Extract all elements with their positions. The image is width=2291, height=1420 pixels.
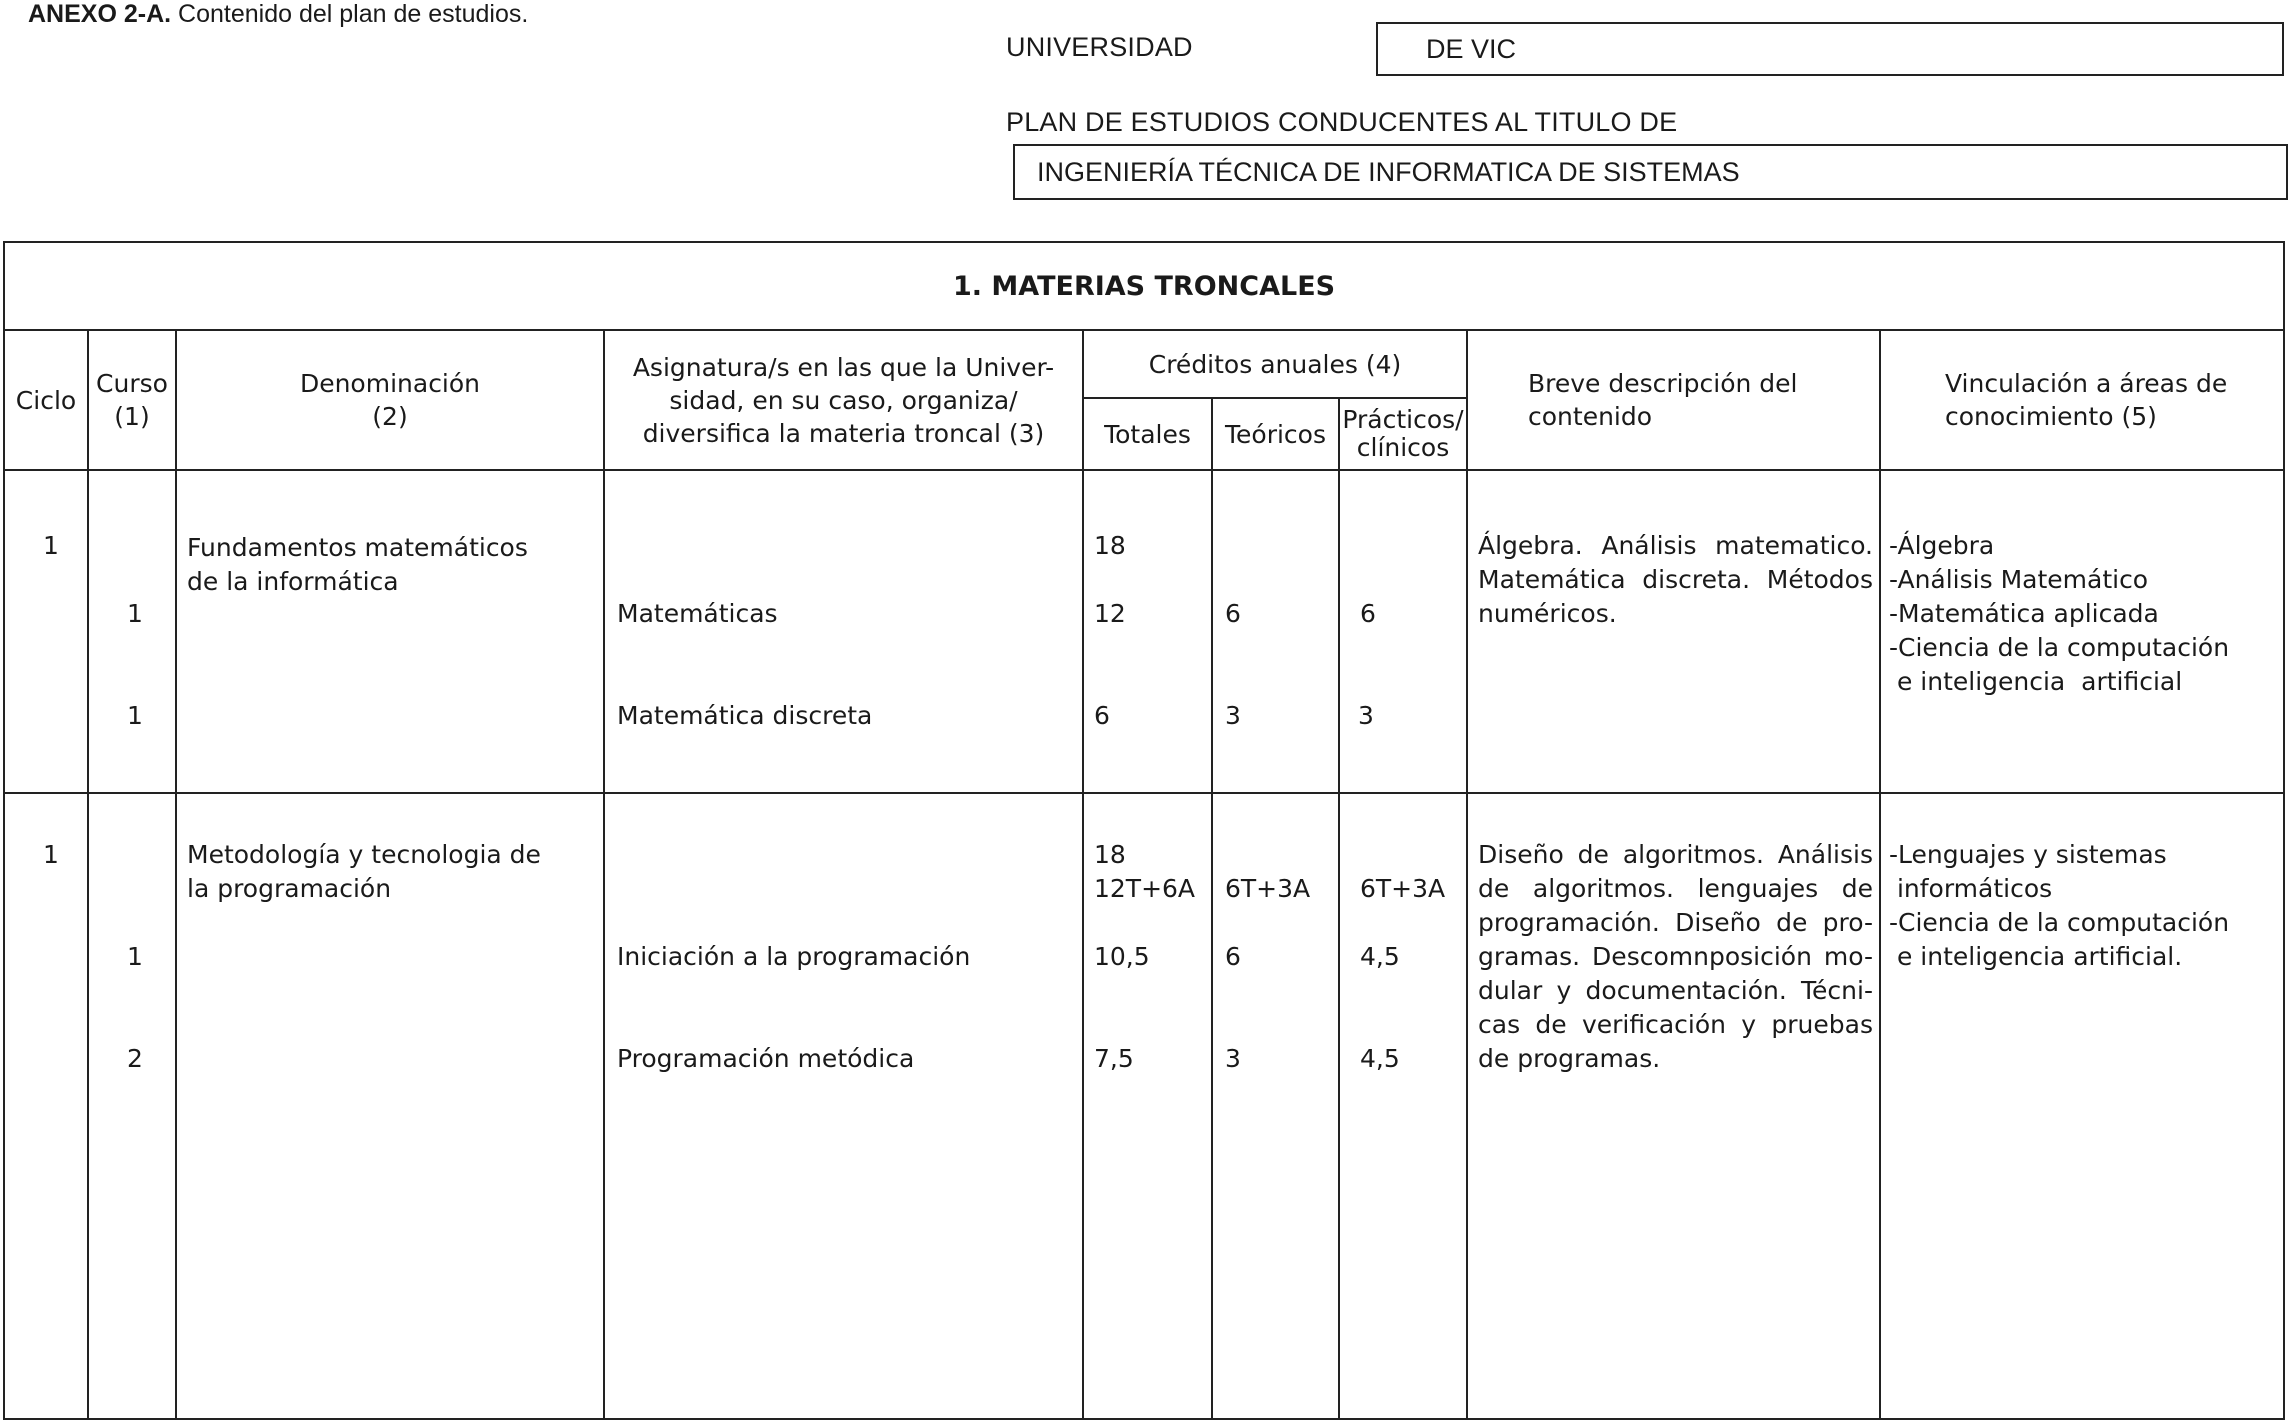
header-breve-descripcion: Breve descripción del contenido [1467, 330, 1880, 470]
ciclo-cell: 1 [4, 470, 88, 793]
header-ciclo: Ciclo [4, 330, 88, 470]
anexo-title [28, 0, 528, 29]
header-asignatura: Asignatura/s en las que la Univer- sidad, en su caso, organiza/ diversifica la materia troncal (3) [604, 330, 1083, 470]
header-denominacion: Denominación (2) [176, 330, 604, 470]
totales-cell: 18 12T+6A 10,5 7,5 [1083, 793, 1212, 1419]
teoricos-cell: 6T+3A 6 3 [1212, 793, 1339, 1419]
header-practicos: Prácticos/ clínicos [1339, 398, 1467, 470]
asignatura-cell: Iniciación a la programación Programación metódica [604, 793, 1083, 1419]
curso-cell: 1 1 [88, 470, 176, 793]
header-teoricos: Teóricos [1212, 398, 1339, 470]
universidad-field [1376, 22, 2284, 76]
vinculacion-cell: -Lenguajes y sistemas informáticos -Ciencia de la computación e inteligencia artificial. [1880, 793, 2284, 1419]
table-row [4, 470, 2284, 793]
header-vinculacion: Vinculación a áreas de conocimiento (5) [1880, 330, 2284, 470]
vinculacion-cell: -Álgebra -Análisis Matemático -Matemática aplicada -Ciencia de la computación e inteligencia artificial [1880, 470, 2284, 793]
descripcion-cell: Diseño de algoritmos. Análisis de algoritmos. lenguajes de programación. Diseño de pro- gramas. Descomnposición mo- dular y documentación. Técni- cas de verificación y pruebas de programas. [1467, 793, 1880, 1419]
denominacion-cell: Metodología y tecnologia de la programación [176, 793, 604, 1419]
universidad-label: UNIVERSIDAD [1006, 32, 1193, 62]
header-creditos: Créditos anuales (4) [1083, 330, 1467, 398]
practicos-cell: 6 3 [1339, 470, 1467, 793]
table-row [4, 793, 2284, 1419]
header-curso: Curso (1) [88, 330, 176, 470]
plan-label: PLAN DE ESTUDIOS CONDUCENTES AL TITULO DE [1006, 107, 1678, 137]
teoricos-cell: 6 3 [1212, 470, 1339, 793]
ciclo-cell: 1 [4, 793, 88, 1419]
universidad-value: DE VIC [1426, 33, 1517, 64]
anexo-label: ANEXO 2-A. [28, 0, 172, 28]
practicos-cell: 6T+3A 4,5 4,5 [1339, 793, 1467, 1419]
titulo-field [1013, 144, 2288, 200]
descripcion-cell: Álgebra. Análisis matematico. Matemática discreta. Métodos numéricos. [1467, 470, 1880, 793]
materias-troncales-table [3, 241, 2285, 1420]
curso-cell: 1 2 [88, 793, 176, 1419]
denominacion-cell: Fundamentos matemáticos de la informática [176, 470, 604, 793]
asignatura-cell: Matemáticas Matemática discreta [604, 470, 1083, 793]
anexo-text: Contenido del plan de estudios. [178, 0, 529, 28]
totales-cell: 18 12 6 [1083, 470, 1212, 793]
table-title: 1. MATERIAS TRONCALES [4, 242, 2284, 330]
header-totales: Totales [1083, 398, 1212, 470]
titulo-value: INGENIERÍA TÉCNICA DE INFORMATICA DE SISTEMAS [1037, 156, 1740, 187]
